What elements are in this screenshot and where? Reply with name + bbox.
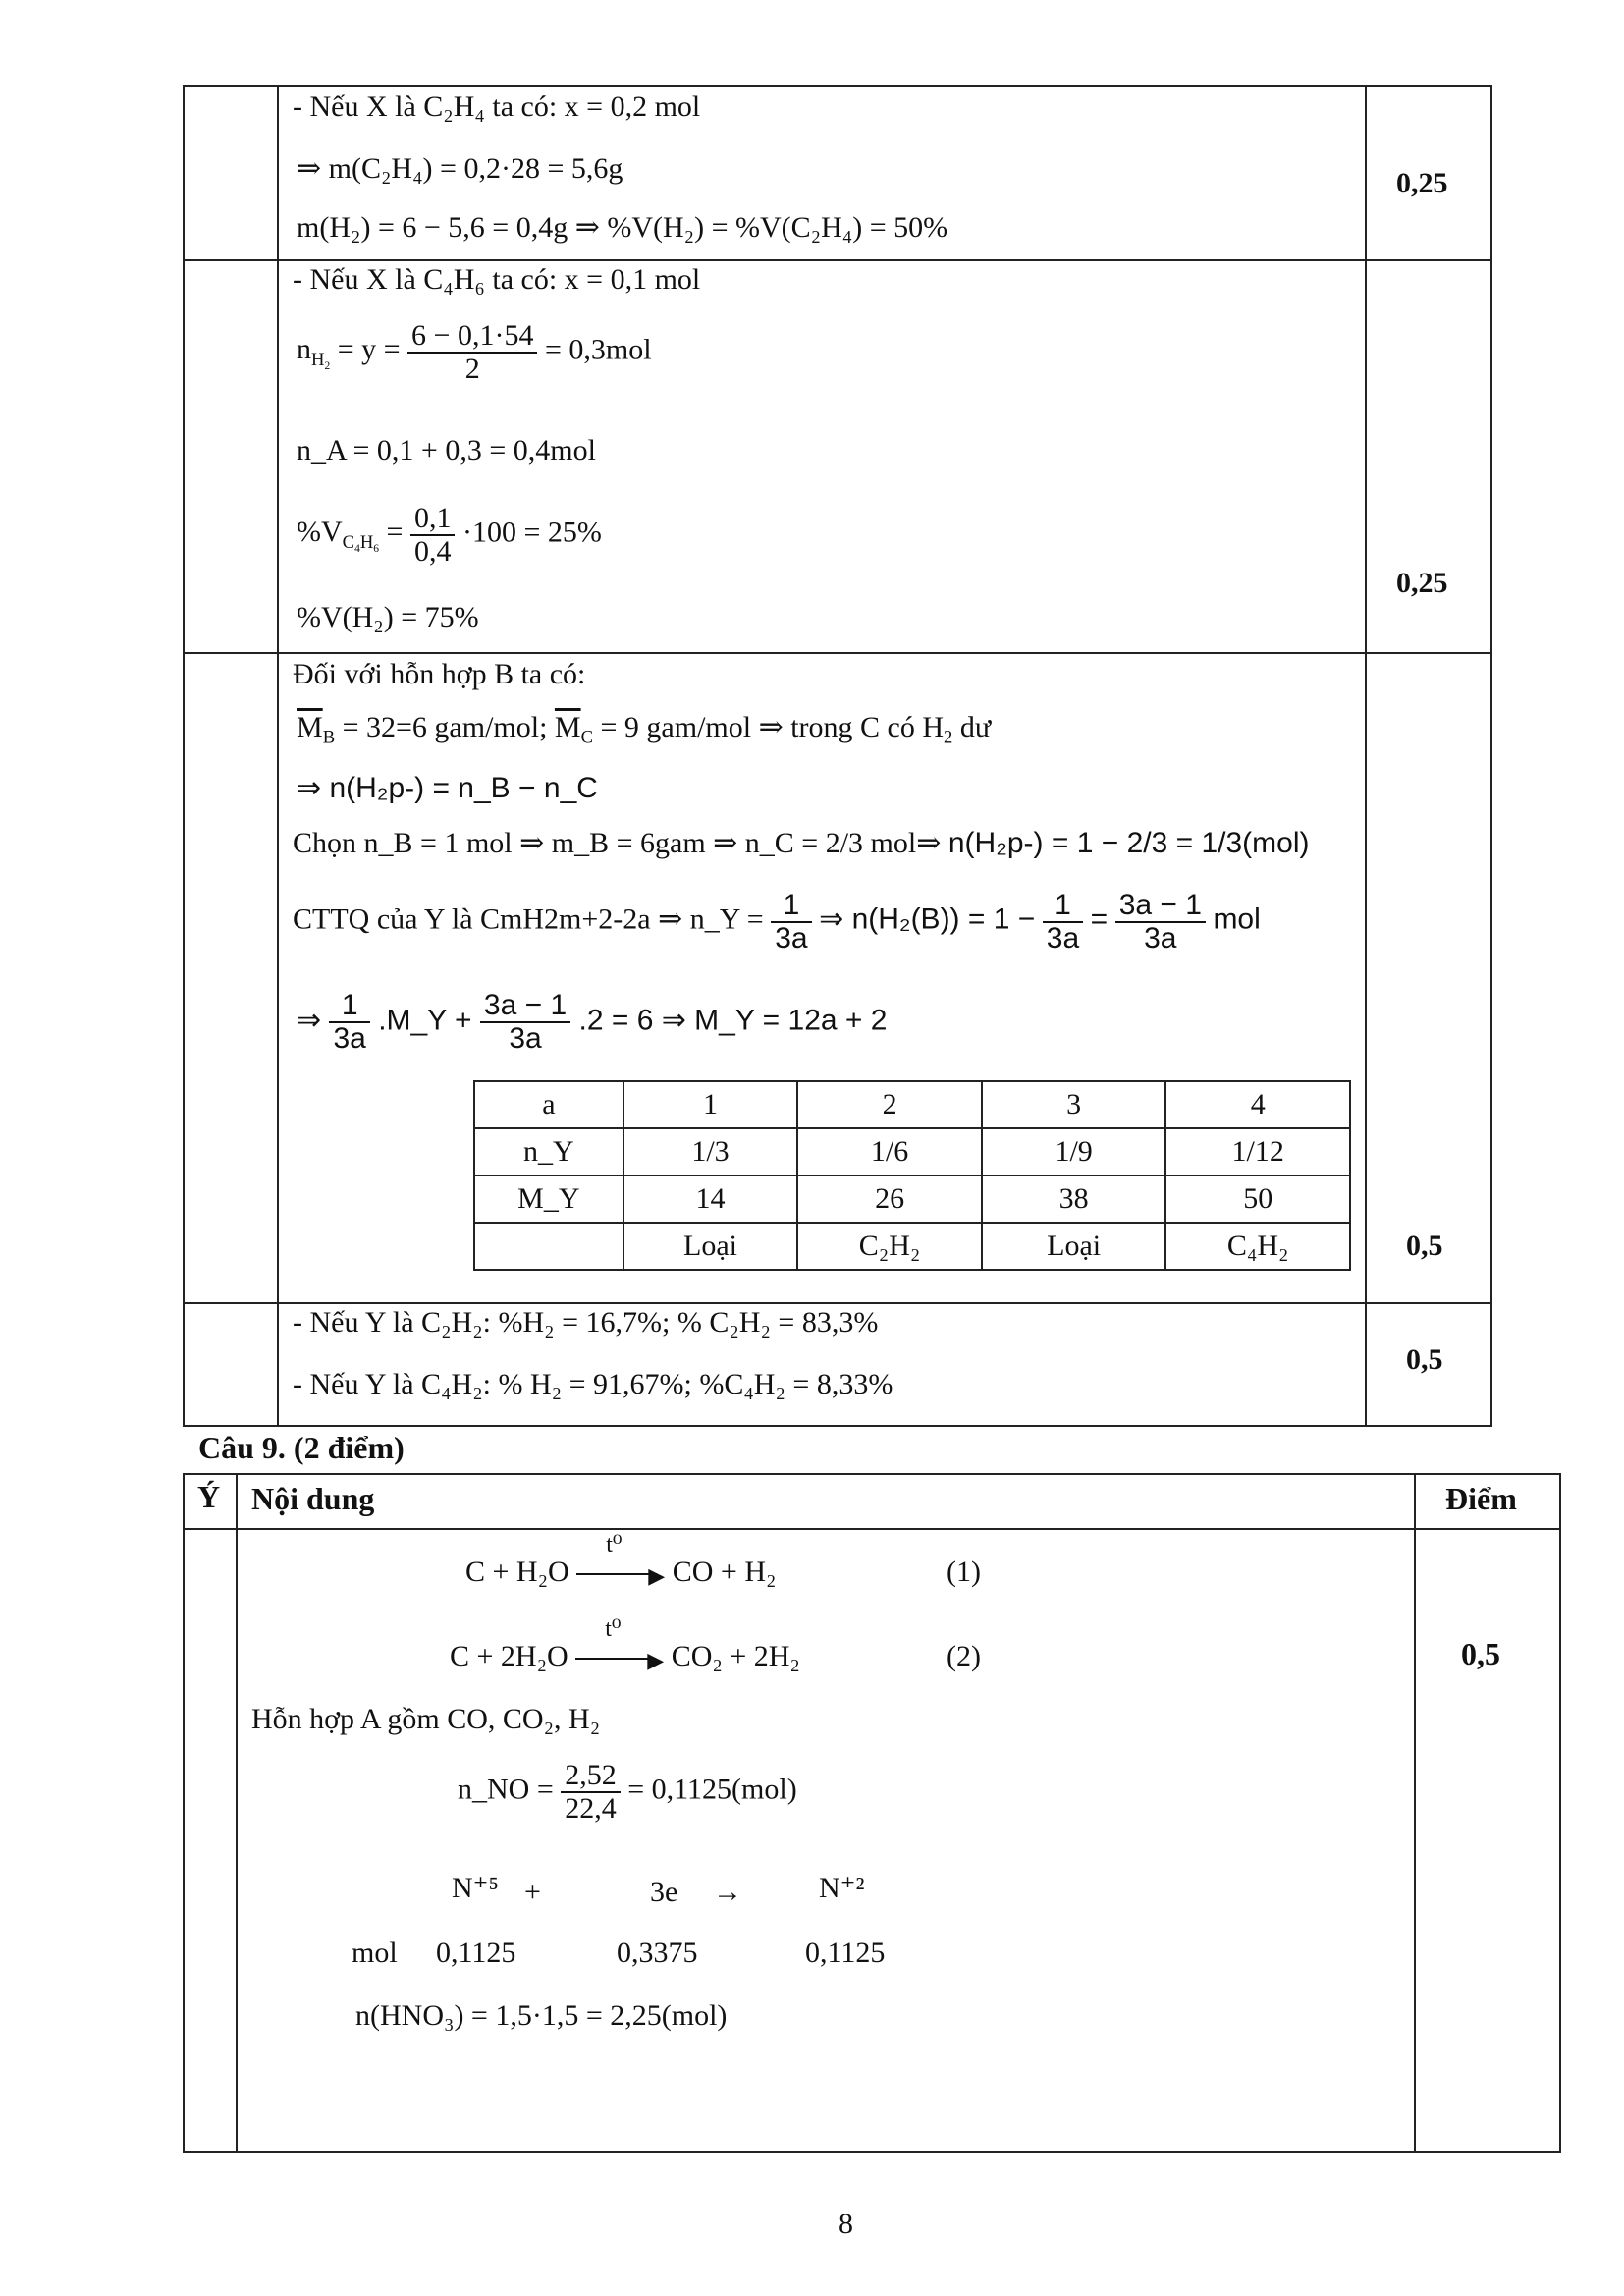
score-cell: 0,25 (1396, 567, 1448, 599)
redox-term: 3e (650, 1876, 678, 1908)
fraction: $\frac{3a - 1}{3a}$ (480, 990, 570, 1054)
table-cell: 3 (982, 1081, 1166, 1128)
redox-term: N⁺⁵ (452, 1872, 499, 1904)
table-cell: 38 (982, 1175, 1166, 1223)
heat-arrow-icon: t⁰ ▶ (575, 1644, 664, 1673)
question-heading: Câu 9. (2 điểm) (198, 1430, 405, 1465)
table-cell: 1/12 (1165, 1128, 1350, 1175)
table-cell: 26 (797, 1175, 982, 1223)
redox-term: → (713, 1876, 742, 1908)
table-cell: 1/3 (623, 1128, 798, 1175)
score-cell: 0,5 (1406, 1230, 1443, 1262)
column-header-y: Ý (197, 1479, 221, 1514)
table-cell: a (474, 1081, 623, 1128)
heat-arrow-icon: t⁰ ▶ (576, 1559, 665, 1589)
formula-line: $\%V_{C_4H_6}$ = $\frac{0,1}{0,4}$ ·100 = 25% (297, 502, 602, 568)
table-row (474, 1081, 1350, 1128)
fraction: $\frac{1}{3a}$ (329, 990, 369, 1054)
formula-line: %V(H₂) = 75% (297, 601, 479, 633)
text-line: - Nếu Y là C₄H₂: % H₂ = 91,67%; %C₄H₂ = 8,33% (293, 1368, 893, 1400)
formula-line: $n_{H_2} = y$ = $\frac{6 - 0,1\cdot 54}{2}$ = 0,3mol (297, 319, 652, 385)
fraction: $\frac{6 - 0,1\cdot 54}{2}$ (407, 320, 537, 384)
table-cell: 1/6 (797, 1128, 982, 1175)
mol-value: 0,1125 (805, 1937, 886, 1969)
formula-line: ⇒ $\frac{1}{3a}$ .M_Y + $\frac{3a - 1}{3a}$ .2 = 6 ⇒ M_Y = 12a + 2 (297, 989, 888, 1055)
page-number: 8 (839, 2208, 853, 2240)
formula-line: m(H₂) = 6 − 5,6 = 0,4g ⇒ %V(H₂) = %V(C₂H₄) = 50% (297, 211, 948, 244)
fraction: $\frac{2,52}{22,4}$ (561, 1760, 621, 1824)
formula-line: CTTQ của Y là CmH2m+2-2a ⇒ n_Y = $\frac{1}{3a}$ ⇒ n(H₂(B)) = 1 − $\frac{1}{3a}$ = $\frac{3a - 1}{3a}$ mol (293, 889, 1261, 955)
formula-line: n_NO = $\frac{2,52}{22,4}$ = 0,1125(mol) (458, 1759, 797, 1825)
reaction-equation-1: C + H₂O t⁰ ▶ CO + H₂ (465, 1532, 777, 1589)
formula-line: ⇒ n(H₂p-) = n_B − n_C (297, 772, 598, 804)
table-cell: n_Y (474, 1128, 623, 1175)
table-cell: C₂H₂ (797, 1223, 982, 1270)
table-row (474, 1128, 1350, 1175)
column-header-score: Điểm (1445, 1481, 1517, 1516)
table-cell: C₄H₂ (1165, 1223, 1350, 1270)
redox-term: N⁺² (819, 1872, 865, 1904)
table-row (474, 1175, 1350, 1223)
formula-line: ⇒ m(C₂H₄) = 0,2·28 = 5,6g (297, 152, 623, 185)
text-line: - Nếu X là C₂H₄ ta có: x = 0,2 mol (293, 90, 701, 123)
equation-number: (1) (947, 1556, 981, 1588)
table-cell: 2 (797, 1081, 982, 1128)
formula-line: n(HNO₃) = 1,5·1,5 = 2,25(mol) (355, 1999, 728, 2032)
equation-number: (2) (947, 1640, 981, 1672)
reaction-equation-2: C + 2H₂O t⁰ ▶ CO₂ + 2H₂ (450, 1616, 800, 1673)
text-line: Hỗn hợp A gồm CO, CO₂, H₂ (251, 1703, 601, 1735)
fraction: $\frac{3a - 1}{3a}$ (1115, 890, 1206, 954)
table-cell: M_Y (474, 1175, 623, 1223)
table-cell: 14 (623, 1175, 798, 1223)
formula-line: $\overline{M}_B = 32=6$ gam/mol; $\overline{M}_C = 9$ gam/mol ⇒ trong C có $H_2$ dư (297, 711, 992, 748)
formula-line: Chọn n_B = 1 mol ⇒ m_B = 6gam ⇒ n_C = 2/3 mol⇒ n(H₂p-) = 1 − 2/3 = 1/3(mol) (293, 827, 1310, 859)
table-cell: 50 (1165, 1175, 1350, 1223)
column-header-content: Nội dung (251, 1481, 375, 1516)
fraction: $\frac{0,1}{0,4}$ (410, 503, 456, 567)
mol-value: 0,3375 (617, 1937, 698, 1969)
text-line: - Nếu X là C₄H₆ ta có: x = 0,1 mol (293, 263, 701, 296)
table-cell: Loại (623, 1223, 798, 1270)
table-cell: 1 (623, 1081, 798, 1128)
fraction: $\frac{1}{3a}$ (771, 890, 811, 954)
fraction: $\frac{1}{3a}$ (1043, 890, 1083, 954)
table-cell: 1/9 (982, 1128, 1166, 1175)
score-cell: 0,5 (1461, 1636, 1500, 1671)
table-cell: 4 (1165, 1081, 1350, 1128)
text-line: Đối với hỗn hợp B ta có: (293, 658, 586, 690)
text-line: - Nếu Y là C₂H₂: %H₂ = 16,7%; % C₂H₂ = 83,3% (293, 1306, 879, 1339)
redox-term: + (524, 1876, 541, 1908)
score-cell: 0,25 (1396, 167, 1448, 199)
score-cell: 0,5 (1406, 1343, 1443, 1376)
table-row (474, 1223, 1350, 1270)
mol-value: 0,1125 (436, 1937, 516, 1969)
formula-line: n_A = 0,1 + 0,3 = 0,4mol (297, 434, 596, 466)
table-cell: Loại (982, 1223, 1166, 1270)
table-cell (474, 1223, 623, 1270)
mol-label: mol (352, 1937, 398, 1969)
a-values-table (473, 1080, 1351, 1271)
